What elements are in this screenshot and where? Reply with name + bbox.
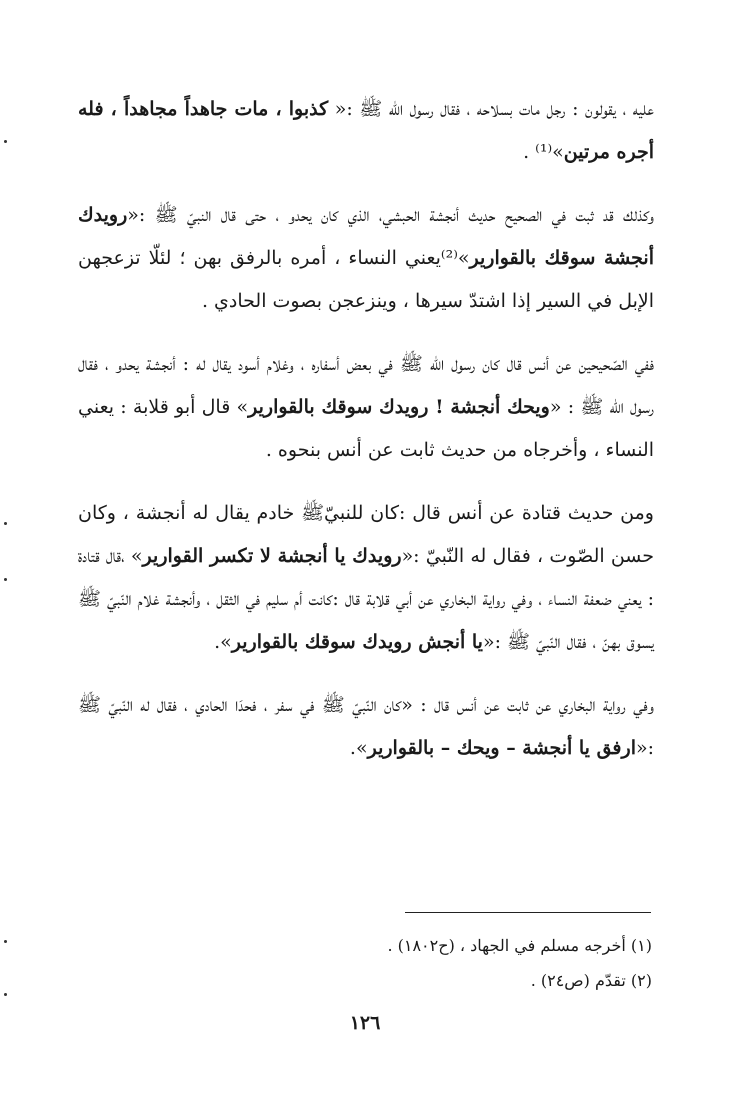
paragraph-text: وكذلك قد ثبت في الصحيح حديث أنجشة الحبشي، الذي كان يحدو ، حتى قال النبيّ ﷺ :« <box>127 204 654 226</box>
hadith-quote: ويحك أنجشة ! رويدك سوقك بالقوارير <box>248 396 550 418</box>
scan-speck <box>4 578 7 581</box>
hadith-quote: كذبوا ، مات جاهداً مجاهداً ، فله أجره مرتين <box>78 98 654 163</box>
hadith-quote: يا أنجش رويدك سوقك بالقوارير <box>231 631 483 653</box>
paragraph-text: »⁽²⁾يعني النساء ، أمره بالرفق بهن ؛ لئلّا تزعجهن الإبل في السير إذا اشتدّ سيرها ، وينزعجن بصوت الحادي . <box>78 247 654 312</box>
footnote-1: (١) أخرجه مسلم في الجهاد ، (ح١٨٠٢) . <box>387 936 652 955</box>
hadith-quote: رويدك أنجشة سوقك بالقوارير <box>78 204 654 269</box>
footnote-divider <box>405 912 651 913</box>
paragraph-text: عليه ، يقولون : رجل مات بسلاحه ، فقال رسول الله ﷺ :« <box>328 98 654 120</box>
paragraph-text: ومن حديث قتادة عن أنس قال :كان للنبيّﷺ خادم يقال له أنجشة ، وكان حسن الصّوت ، فقال له النّبيّ :« <box>78 502 655 567</box>
scan-speck <box>4 522 7 525</box>
main-text <box>78 88 654 790</box>
paragraph <box>78 492 654 664</box>
hadith-quote: ارفق يا أنجشة – ويحك – بالقوارير <box>367 737 636 759</box>
page-number: ١٢٦ <box>349 1012 381 1034</box>
scan-speck <box>4 940 7 943</box>
paragraph-text: »⁽¹⁾ . <box>523 141 564 163</box>
paragraph-text: ففي الصّحيحين عن أنس قال كان رسول الله ﷺ في بعض أسفاره ، وغلام أسود يقال له : أنجشة يحدو ، فقال رسول الله ﷺ : « <box>78 353 654 418</box>
paragraph <box>78 194 654 323</box>
footnotes <box>78 928 652 998</box>
paragraph-text: » قال أبو قلابة : يعني النساء ، وأخرجاه من حديث ثابت عن أنس بنحوه . <box>78 396 654 461</box>
paragraph <box>78 88 654 174</box>
paragraph-text: » ،قال قتادة : يعني ضعفة النساء ، وفي رواية البخاري عن أبي قلابة قال :كانت أم سليم في الثقل ، وأنجشة غلام النّبيّ ﷺ يسوق بهنّ ، فقال النّبيّ ﷺ :« <box>78 545 654 653</box>
scan-speck <box>4 140 7 143</box>
hadith-quote: رويدك يا أنجشة لا تكسر القوارير <box>142 545 402 567</box>
footnote-2: (٢) تقدّم (ص٢٤) . <box>530 971 652 990</box>
paragraph-text: ». <box>349 737 368 759</box>
scan-speck <box>4 993 7 996</box>
paragraph-text: ». <box>214 631 232 653</box>
paragraph <box>78 684 654 770</box>
paragraph-text: وفي رواية البخاري عن ثابت عن أنس قال : «كان النّبيّ ﷺ في سفر ، فحدَا الحادي ، فقال له النّبيّ ﷺ :« <box>78 694 654 759</box>
paragraph <box>78 343 654 472</box>
